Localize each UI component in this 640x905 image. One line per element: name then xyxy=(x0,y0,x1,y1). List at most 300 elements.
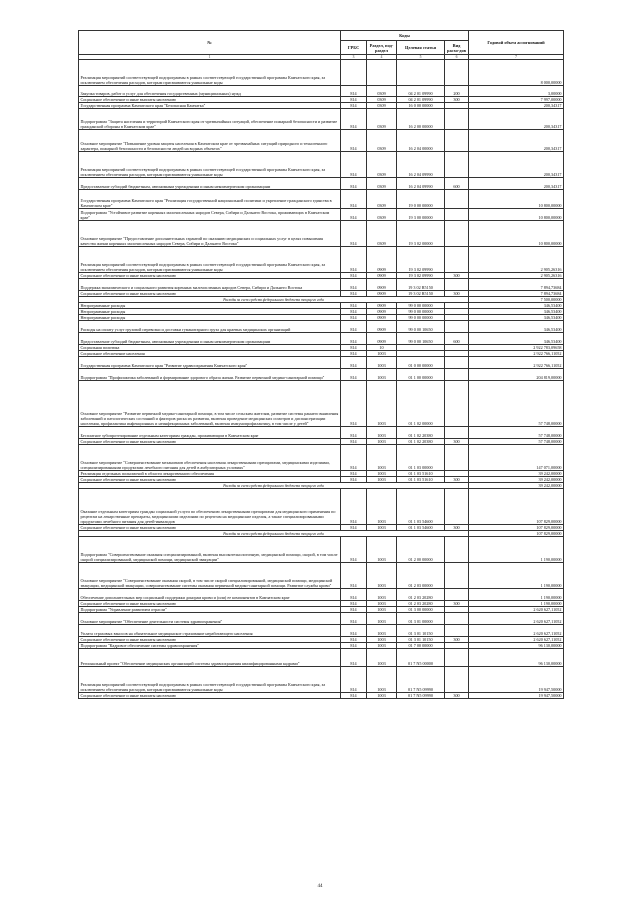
table-row xyxy=(79,209,564,221)
section-cell: 1003 xyxy=(367,601,397,607)
section-cell: 0909 xyxy=(367,279,397,291)
article-cell: 01 7 00 00000 xyxy=(397,643,445,649)
amount-cell: 2 922 766,11052 xyxy=(469,357,564,369)
description-cell: Расходы на оплату услуг грузовой перевозки и доставки гуманитарного груза для краевых медицинских организаций xyxy=(79,321,341,333)
section-cell: 1003 xyxy=(367,489,397,525)
section-cell: 1003 xyxy=(367,607,397,613)
description-cell: Подпрограмма "Профилактика заболеваний и формирование здорового образа жизни. Развитие первичной медико-санитарной помощи" xyxy=(79,369,341,381)
table-row xyxy=(79,613,564,625)
section-cell: 0909 xyxy=(367,333,397,345)
article-cell: 01 2 03 00000 xyxy=(397,563,445,589)
grbs-cell: 814 xyxy=(341,97,367,103)
description-cell: Социальное обеспечение и иные выплаты населению xyxy=(79,637,341,643)
section-cell: 1003 xyxy=(367,381,397,427)
article-cell: 01 1 00 00000 xyxy=(397,369,445,381)
amount-cell: 57 748,00000 xyxy=(469,439,564,445)
grbs-cell: 814 xyxy=(341,637,367,643)
section-cell: 1003 xyxy=(367,643,397,649)
description-cell: Подпрограмма "Защита населения и территорий Камчатского края от чрезвычайных ситуаций, обеспечение пожарной безопасности и развитие гражданской обороны в Камчатском крае" xyxy=(79,109,341,130)
header-section: Раздел, под-раздел xyxy=(367,41,397,55)
section-cell: 0909 xyxy=(367,273,397,279)
article-cell: 01 7 N5 09990 xyxy=(397,693,445,699)
grbs-cell: 814 xyxy=(341,178,367,190)
grbs-cell: 814 xyxy=(341,109,367,130)
description-cell: Социальное обеспечение и иные выплаты населению xyxy=(79,525,341,531)
grbs-cell: 814 xyxy=(341,525,367,531)
description-cell: Основное мероприятие "Совершенствование оказания скорой, в том числе скорой специализированной, медицинской помощи, медицинской эвакуации, медицинской эвакуации, совершенствование системы оказания первичной медико-санитарной помощи. Развитие службы крови" xyxy=(79,563,341,589)
table-row xyxy=(79,445,564,471)
exp-type-cell xyxy=(445,279,469,291)
exp-type-cell: 300 xyxy=(445,291,469,297)
table-row xyxy=(79,152,564,178)
description-cell: Предоставление субсидий бюджетным, автономным учреждениям и иным некоммерческим организациям xyxy=(79,178,341,190)
grbs-cell: 814 xyxy=(341,273,367,279)
grbs-cell: 814 xyxy=(341,427,367,439)
description-cell: Непрограммные расходы xyxy=(79,303,341,309)
article-cell: 19 3 02 R5150 xyxy=(397,279,445,291)
exp-type-cell xyxy=(445,589,469,601)
exp-type-cell xyxy=(445,109,469,130)
description-cell: Уплата страховых взносов на обязательное медицинское страхование неработающего населения xyxy=(79,625,341,637)
grbs-cell: 814 xyxy=(341,221,367,247)
article-cell: 04 2 01 09990 xyxy=(397,86,445,97)
exp-type-cell xyxy=(445,190,469,209)
article-cell: 99 0 00 10650 xyxy=(397,333,445,345)
section-cell: 0309 xyxy=(367,178,397,190)
grbs-cell: 814 xyxy=(341,130,367,152)
table-row xyxy=(79,60,564,86)
amount-cell: 346,53400 xyxy=(469,321,564,333)
article-cell: 01 7 N5 00000 xyxy=(397,649,445,667)
description-cell: Оказание отдельным категориям граждан социальной услуги по обеспечению лекарственными препаратами для медицинского применения по рецептам на лекарственные препараты, медицинскими изделиями по рецептам на медицинские изделия, а также специализированными продуктами лечебного питания для детей-инвалидов xyxy=(79,489,341,525)
description-cell: Непрограммные расходы xyxy=(79,309,341,315)
description-cell: Социальное обеспечение и иные выплаты населению xyxy=(79,439,341,445)
table-row xyxy=(79,381,564,427)
article-cell: 99 0 00 00000 xyxy=(397,309,445,315)
article-cell: 99 0 00 10650 xyxy=(397,321,445,333)
table-row xyxy=(79,693,564,699)
section-cell: 1003 xyxy=(367,613,397,625)
amount-cell: 19 947,50000 xyxy=(469,667,564,693)
article-cell: 01 1 03 51610 xyxy=(397,471,445,477)
note-text: Расходы за счет средств федерального бюджета текущего года xyxy=(79,297,469,303)
exp-type-cell: 300 xyxy=(445,477,469,483)
article-cell: 19 3 02 09990 xyxy=(397,247,445,273)
grbs-cell: 814 xyxy=(341,489,367,525)
section-cell: 1003 xyxy=(367,693,397,699)
article-cell: 01 1 03 51610 xyxy=(397,477,445,483)
article-cell: 01 1 03 54600 xyxy=(397,525,445,531)
amount-cell: 200,34317 xyxy=(469,152,564,178)
grbs-cell: 814 xyxy=(341,357,367,369)
description-cell: Бесплатное зубопротезирование отдельным категориям граждан, проживающим в Камчатском крае xyxy=(79,427,341,439)
description-cell: Подпрограмма "Управление развитием отрасли" xyxy=(79,607,341,613)
article-cell: 01 1 02 20380 xyxy=(397,427,445,439)
table-row xyxy=(79,86,564,97)
grbs-cell: 814 xyxy=(341,477,367,483)
description-cell: Обеспечение дополнительных мер социальной поддержки донорам крови и (или) ее компонентов в Камчатском крае xyxy=(79,589,341,601)
section-cell: 0309 xyxy=(367,209,397,221)
table-row xyxy=(79,589,564,601)
amount-cell: 107 829,00000 xyxy=(469,489,564,525)
section-cell: 0309 xyxy=(367,86,397,97)
exp-type-cell xyxy=(445,357,469,369)
section-cell: 1003 xyxy=(367,471,397,477)
description-cell: Региональный проект "Обеспечение медицинских организаций системы здравоохранения квалифицированными кадрами" xyxy=(79,649,341,667)
grbs-cell xyxy=(341,60,367,86)
description-cell: Социальное обеспечение и иные выплаты населению xyxy=(79,477,341,483)
amount-cell: 57 748,00000 xyxy=(469,427,564,439)
grbs-cell: 814 xyxy=(341,369,367,381)
amount-cell: 200,34317 xyxy=(469,103,564,109)
amount-cell: 8 000,00000 xyxy=(469,60,564,86)
exp-type-cell xyxy=(445,247,469,273)
amount-cell: 7 894,73684 xyxy=(469,279,564,291)
amount-cell: 2 620 627,11052 xyxy=(469,637,564,643)
section-cell: 0309 xyxy=(367,221,397,247)
amount-cell: 107 829,00000 xyxy=(469,525,564,531)
description-cell: Социальное обеспечение и иные выплаты населению xyxy=(79,97,341,103)
grbs-cell: 814 xyxy=(341,351,367,357)
grbs-cell: 814 xyxy=(341,439,367,445)
amount-cell: 346,53400 xyxy=(469,309,564,315)
article-cell: 19 3 02 00000 xyxy=(397,221,445,247)
table-row xyxy=(79,247,564,273)
article-cell: 01 2 03 20280 xyxy=(397,601,445,607)
grbs-cell: 814 xyxy=(341,471,367,477)
grbs-cell: 814 xyxy=(341,321,367,333)
section-cell: 0909 xyxy=(367,247,397,273)
section-cell: 0309 xyxy=(367,109,397,130)
description-cell: Основное мероприятие "Обеспечение деятельности системы здравоохранения" xyxy=(79,613,341,625)
note-text: Расходы за счет средств федерального бюджета текущего года xyxy=(79,531,469,537)
exp-type-cell: 300 xyxy=(445,693,469,699)
description-cell: Подпрограмма "Кадровое обеспечение системы здравоохранения" xyxy=(79,643,341,649)
exp-type-cell: 600 xyxy=(445,333,469,345)
table-row xyxy=(79,369,564,381)
article-cell: 01 0 00 00000 xyxy=(397,357,445,369)
section-cell: 1003 xyxy=(367,649,397,667)
amount-cell: 2 905,26316 xyxy=(469,273,564,279)
table-body xyxy=(79,60,564,699)
article-cell: 01 3 00 00000 xyxy=(397,607,445,613)
table-row xyxy=(79,190,564,209)
amount-cell: 2 905,26316 xyxy=(469,247,564,273)
amount-cell: 2 620 627,11052 xyxy=(469,613,564,625)
index-cell: 6 xyxy=(445,55,469,60)
table-row xyxy=(79,489,564,525)
amount-cell: 57 748,00000 xyxy=(469,381,564,427)
amount-cell: 7 894,73684 xyxy=(469,291,564,297)
description-cell: Социальное обеспечение и иные выплаты населению xyxy=(79,273,341,279)
description-cell: Основное мероприятие "Развитие первичной медико-санитарной помощи, в том числе сельским жителям, развитие системы раннего выявления заболеваний и патологических состояний и факторов риска их развития, включая проведение медицинских осмотров и диспансеризации населения, профилактика инфекционных и неинфекционных заболеваний, включая иммунопрофилактику, в том числе у детей" xyxy=(79,381,341,427)
section-cell: 0309 xyxy=(367,152,397,178)
article-cell: 01 3 01 10150 xyxy=(397,625,445,637)
table-row xyxy=(79,221,564,247)
article-cell: 01 2 00 00000 xyxy=(397,537,445,563)
section-cell: 0909 xyxy=(367,321,397,333)
grbs-cell: 814 xyxy=(341,445,367,471)
section-cell: 1003 xyxy=(367,667,397,693)
grbs-cell: 814 xyxy=(341,345,367,351)
section-cell: 1003 xyxy=(367,439,397,445)
article-cell: 01 3 01 10150 xyxy=(397,637,445,643)
section-cell: 0909 xyxy=(367,303,397,309)
table-row xyxy=(79,333,564,345)
section-cell: 1003 xyxy=(367,525,397,531)
grbs-cell: 814 xyxy=(341,333,367,345)
amount-cell: 346,53400 xyxy=(469,303,564,309)
section-cell: 1003 xyxy=(367,427,397,439)
exp-type-cell xyxy=(445,60,469,86)
exp-type-cell: 300 xyxy=(445,601,469,607)
page-number: 44 xyxy=(317,884,323,889)
article-cell: 19 0 00 00000 xyxy=(397,190,445,209)
header-amount: Годовой объем ассигнований xyxy=(469,31,564,55)
section-cell: 1003 xyxy=(367,477,397,483)
article-cell: 01 3 01 00000 xyxy=(397,613,445,625)
description-cell: Реализация отдельных полномочий в области лекарственного обеспечения xyxy=(79,471,341,477)
exp-type-cell xyxy=(445,321,469,333)
description-cell: Основное мероприятие "Предоставление дополнительных гарантий по оказанию медицинских и социальных услуг в целях повышения качества жизни коренных малочисленных народов Севера, Сибири и Дальнего Востока" xyxy=(79,221,341,247)
table-row xyxy=(79,537,564,563)
index-cell: 1 xyxy=(79,55,341,60)
amount-cell: 2 922 766,11052 xyxy=(469,351,564,357)
exp-type-cell xyxy=(445,369,469,381)
table-row xyxy=(79,178,564,190)
amount-cell: 1 190,00000 xyxy=(469,601,564,607)
amount-cell: 2 620 627,11052 xyxy=(469,625,564,637)
description-cell: Реализация мероприятий соответствующей подпрограммы в рамках соответствующей государственной программы Камчатского края, за исключением обеспечения расходов, которым присваиваются уникальные коды xyxy=(79,60,341,86)
section-cell: 0309 xyxy=(367,97,397,103)
grbs-cell: 814 xyxy=(341,103,367,109)
grbs-cell: 814 xyxy=(341,291,367,297)
exp-type-cell xyxy=(445,625,469,637)
amount-cell: 39 242,00000 xyxy=(469,471,564,477)
amount-cell: 2 922 783,09658 xyxy=(469,345,564,351)
description-cell: Закупка товаров, работ и услуг для обеспечения государственных (муниципальных) нужд xyxy=(79,86,341,97)
grbs-cell: 814 xyxy=(341,649,367,667)
header-exp-type: Вид расхо-дов xyxy=(445,41,469,55)
amount-cell: 1 190,00000 xyxy=(469,537,564,563)
grbs-cell: 814 xyxy=(341,86,367,97)
description-cell: Социальное обеспечение и иные выплаты населению xyxy=(79,291,341,297)
description-cell: Социальная политика xyxy=(79,345,341,351)
table-row xyxy=(79,427,564,439)
description-cell: Реализация мероприятий соответствующей подпрограммы в рамках соответствующей государственной программы Камчатского края, за исключением обеспечения расходов, которым присваиваются уникальные коды xyxy=(79,247,341,273)
grbs-cell: 814 xyxy=(341,303,367,309)
amount-cell: 10 800,00000 xyxy=(469,209,564,221)
exp-type-cell xyxy=(445,427,469,439)
article-cell: 01 1 02 00000 xyxy=(397,381,445,427)
description-cell: Реализация мероприятий соответствующей подпрограммы в рамках соответствующей государственной программы Камчатского края, за исключением обеспечения расходов, которым присваиваются уникальные коды xyxy=(79,152,341,178)
amount-cell: 107 829,00000 xyxy=(469,531,564,537)
grbs-cell: 814 xyxy=(341,190,367,209)
header-grbs: ГРБС xyxy=(341,41,367,55)
amount-cell: 39 242,00000 xyxy=(469,477,564,483)
table-row xyxy=(79,279,564,291)
description-cell: Государственная программа Камчатского края "Безопасная Камчатка" xyxy=(79,103,341,109)
section-cell: 1003 xyxy=(367,351,397,357)
amount-cell: 10 800,00000 xyxy=(469,190,564,209)
grbs-cell: 814 xyxy=(341,601,367,607)
section-cell: 1003 xyxy=(367,563,397,589)
section-cell: 1003 xyxy=(367,369,397,381)
description-cell: Подпрограмма "Совершенствование оказания специализированной, включая высокотехнологичную, медицинской помощи, скорой, в том числе скорой специализированной, медицинской помощи, медицинской эвакуации" xyxy=(79,537,341,563)
amount-cell: 346,53400 xyxy=(469,333,564,345)
description-cell: Реализация мероприятий соответствующей подпрограммы в рамках соответствующей государственной программы Камчатского края, за исключением обеспечения расходов, которым присваиваются уникальные коды xyxy=(79,667,341,693)
grbs-cell: 814 xyxy=(341,643,367,649)
grbs-cell: 814 xyxy=(341,667,367,693)
table-row xyxy=(79,625,564,637)
section-cell: 0909 xyxy=(367,291,397,297)
description-cell: Государственная программа Камчатского края "Реализация государственной национальной политики и укрепление гражданского единства в Камчатском крае" xyxy=(79,190,341,209)
table-row xyxy=(79,130,564,152)
article-cell: 01 2 03 20280 xyxy=(397,589,445,601)
exp-type-cell: 300 xyxy=(445,273,469,279)
article-cell: 16 2 04 09990 xyxy=(397,152,445,178)
section-cell: 0309 xyxy=(367,190,397,209)
amount-cell: 10 800,00000 xyxy=(469,221,564,247)
section-cell: 0909 xyxy=(367,309,397,315)
table-row xyxy=(79,321,564,333)
amount-cell: 19 947,50000 xyxy=(469,693,564,699)
article-cell: 99 0 00 00000 xyxy=(397,315,445,321)
amount-cell: 96 130,00000 xyxy=(469,643,564,649)
table-row xyxy=(79,357,564,369)
article-cell: 16 2 04 00000 xyxy=(397,130,445,152)
header-codes: Коды xyxy=(341,31,469,41)
section-cell: 1003 xyxy=(367,625,397,637)
article-cell: 04 2 01 09990 xyxy=(397,97,445,103)
article-cell: 01 1 03 00000 xyxy=(397,445,445,471)
description-cell: Основное мероприятие "Совершенствование механизмов обеспечения населения лекарственными препаратами, медицинскими изделиями, специализированными продуктами лечебного питания для детей в амбулаторных условиях" xyxy=(79,445,341,471)
section-cell: 0309 xyxy=(367,103,397,109)
section-cell: 0909 xyxy=(367,315,397,321)
index-cell: 4 xyxy=(367,55,397,60)
grbs-cell: 814 xyxy=(341,607,367,613)
grbs-cell: 814 xyxy=(341,589,367,601)
exp-type-cell xyxy=(445,381,469,427)
note-text: Расходы за счет средств федерального бюджета текущего года xyxy=(79,483,469,489)
exp-type-cell xyxy=(445,613,469,625)
budget-table xyxy=(78,30,564,699)
amount-cell: 204 819,00000 xyxy=(469,369,564,381)
index-cell: 7 xyxy=(469,55,564,60)
index-cell: 3 xyxy=(341,55,367,60)
exp-type-cell xyxy=(445,537,469,563)
description-cell: Предоставление субсидий бюджетным, автономным учреждениям и иным некоммерческим организациям xyxy=(79,333,341,345)
grbs-cell: 814 xyxy=(341,537,367,563)
exp-type-cell xyxy=(445,563,469,589)
section-cell: 1003 xyxy=(367,357,397,369)
description-cell: Основное мероприятие "Повышение уровня защиты населения в Камчатском крае от чрезвычайных ситуаций природного и техногенного характера, пожарной безопасности и безопасности людей на водных объектах" xyxy=(79,130,341,152)
exp-type-cell xyxy=(445,649,469,667)
index-cell: 5 xyxy=(397,55,445,60)
exp-type-cell xyxy=(445,130,469,152)
description-cell: Поддержка экономического и социального развития коренных малочисленных народов Севера, Сибири и Дальнего Востока xyxy=(79,279,341,291)
exp-type-cell: 600 xyxy=(445,178,469,190)
description-cell: Подпрограмма "Устойчивое развитие коренных малочисленных народов Севера, Сибири и Дальнего Востока, проживающих в Камчатском крае" xyxy=(79,209,341,221)
document-page xyxy=(78,30,563,699)
table-row xyxy=(79,649,564,667)
exp-type-cell xyxy=(445,445,469,471)
exp-type-cell xyxy=(445,221,469,247)
section-cell xyxy=(367,60,397,86)
amount-cell: 1 190,00000 xyxy=(469,563,564,589)
grbs-cell: 814 xyxy=(341,152,367,178)
description-cell: Непрограммные расходы xyxy=(79,315,341,321)
description-cell: Социальное обеспечение и иные выплаты населению xyxy=(79,601,341,607)
grbs-cell: 814 xyxy=(341,693,367,699)
amount-cell: 3,00000 xyxy=(469,86,564,97)
exp-type-cell: 300 xyxy=(445,97,469,103)
grbs-cell: 814 xyxy=(341,563,367,589)
amount-cell: 1 190,00000 xyxy=(469,589,564,601)
grbs-cell: 814 xyxy=(341,315,367,321)
article-cell: 01 1 03 54600 xyxy=(397,489,445,525)
article-cell: 19 3 02 R5150 xyxy=(397,291,445,297)
exp-type-cell: 300 xyxy=(445,637,469,643)
article-cell: 16 2 04 09990 xyxy=(397,178,445,190)
description-cell: Социальное обеспечение населения xyxy=(79,351,341,357)
article-cell: 19 3 02 09990 xyxy=(397,273,445,279)
amount-cell: 200,34317 xyxy=(469,109,564,130)
amount-cell: 7 997,00000 xyxy=(469,97,564,103)
amount-cell: 346,53400 xyxy=(469,315,564,321)
grbs-cell: 814 xyxy=(341,209,367,221)
amount-cell: 147 071,00000 xyxy=(469,445,564,471)
table-row xyxy=(79,109,564,130)
grbs-cell: 814 xyxy=(341,309,367,315)
header-article: Целевая статья xyxy=(397,41,445,55)
amount-cell: 200,34317 xyxy=(469,178,564,190)
exp-type-cell xyxy=(445,152,469,178)
section-cell: 1003 xyxy=(367,445,397,471)
table-row xyxy=(79,667,564,693)
grbs-cell: 814 xyxy=(341,625,367,637)
table-row xyxy=(79,563,564,589)
description-cell: Социальное обеспечение и иные выплаты населению xyxy=(79,693,341,699)
header-number: № xyxy=(79,31,341,55)
amount-cell: 2 620 627,11052 xyxy=(469,607,564,613)
article-cell: 16 0 00 00000 xyxy=(397,103,445,109)
amount-cell: 200,34317 xyxy=(469,130,564,152)
exp-type-cell xyxy=(445,489,469,525)
amount-cell: 96 130,00000 xyxy=(469,649,564,667)
amount-cell: 7 500,00000 xyxy=(469,297,564,303)
grbs-cell: 814 xyxy=(341,381,367,427)
grbs-cell: 814 xyxy=(341,613,367,625)
article-cell: 19 3 00 00000 xyxy=(397,209,445,221)
exp-type-cell: 300 xyxy=(445,525,469,531)
exp-type-cell: 300 xyxy=(445,439,469,445)
section-cell: 1003 xyxy=(367,589,397,601)
description-cell: Государственная программа Камчатского края "Развитие здравоохранения Камчатского края" xyxy=(79,357,341,369)
article-cell: 01 1 02 20380 xyxy=(397,439,445,445)
section-cell: 1003 xyxy=(367,637,397,643)
grbs-cell: 814 xyxy=(341,247,367,273)
article-cell: 99 0 00 00000 xyxy=(397,303,445,309)
exp-type-cell: 200 xyxy=(445,86,469,97)
section-cell: 1003 xyxy=(367,537,397,563)
section-cell: 10 xyxy=(367,345,397,351)
article-cell: 16 2 00 00000 xyxy=(397,109,445,130)
exp-type-cell xyxy=(445,667,469,693)
article-cell: 01 7 N5 09990 xyxy=(397,667,445,693)
article-cell xyxy=(397,60,445,86)
exp-type-cell xyxy=(445,209,469,221)
